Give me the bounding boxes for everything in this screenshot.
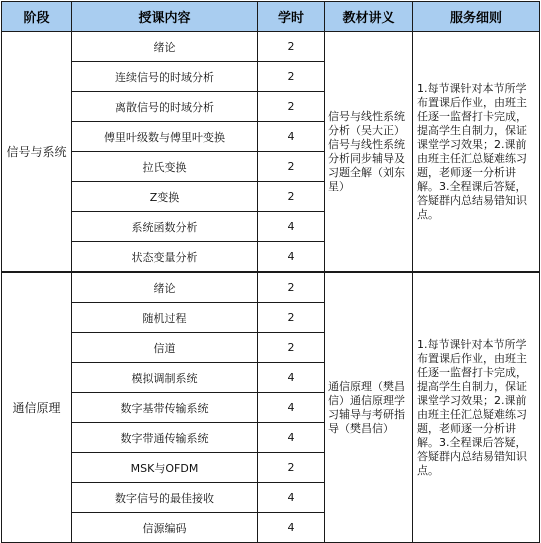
hours-cell: 2 [258,453,325,483]
topic-cell: 拉氏变换 [72,152,258,182]
topic-cell: 信源编码 [72,513,258,543]
service-cell: 1.每节课针对本节所学布置课后作业，由班主任逐一监督打卡完成，提高学生自制力，保证课堂学习效果；2.课前由班主任汇总疑难练习题，老师逐一分析讲解。3.全程课后答疑，答疑群内总结易错知识点。 [413,32,540,273]
topic-cell: 绪论 [72,32,258,62]
hours-cell: 2 [258,152,325,182]
service-cell: 1.每节课针对本节所学布置课后作业，由班主任逐一监督打卡完成，提高学生自制力，保证课堂学习效果；2.课前由班主任汇总疑难练习题，老师逐一分析讲解。3.全程课后答疑，答疑群内总结易错知识点。 [413,272,540,543]
course-table [1,1,540,543]
topic-cell: 连续信号的时域分析 [72,62,258,92]
hours-cell: 4 [258,363,325,393]
hours-cell: 4 [258,242,325,273]
hours-cell: 4 [258,393,325,423]
materials-cell: 信号与线性系统分析（吴大正）信号与线性系统分析同步辅导及习题全解（刘东星） [325,32,413,273]
hours-cell: 4 [258,483,325,513]
hours-cell: 4 [258,423,325,453]
hours-cell: 2 [258,303,325,333]
topic-cell: 信道 [72,333,258,363]
hours-cell: 2 [258,92,325,122]
hours-cell: 2 [258,333,325,363]
hours-cell: 2 [258,32,325,62]
topic-cell: 状态变量分析 [72,242,258,273]
hours-cell: 2 [258,62,325,92]
topic-cell: 数字基带传输系统 [72,393,258,423]
topic-cell: Z变换 [72,182,258,212]
header-materials: 教材讲义 [325,2,413,32]
topic-cell: MSK与OFDM [72,453,258,483]
table-row [2,272,540,303]
topic-cell: 离散信号的时域分析 [72,92,258,122]
header-hours: 学时 [258,2,325,32]
header-service: 服务细则 [413,2,540,32]
topic-cell: 数字带通传输系统 [72,423,258,453]
materials-cell: 通信原理（樊昌信）通信原理学习辅导与考研指导（樊昌信） [325,272,413,543]
hours-cell: 4 [258,513,325,543]
topic-cell: 系统函数分析 [72,212,258,242]
topic-cell: 绪论 [72,272,258,303]
header-stage: 阶段 [2,2,72,32]
hours-cell: 2 [258,272,325,303]
hours-cell: 4 [258,122,325,152]
topic-cell: 傅里叶级数与傅里叶变换 [72,122,258,152]
topic-cell: 模拟调制系统 [72,363,258,393]
stage-cell: 通信原理 [2,272,72,543]
hours-cell: 2 [258,182,325,212]
topic-cell: 随机过程 [72,303,258,333]
header-content: 授课内容 [72,2,258,32]
stage-cell: 信号与系统 [2,32,72,273]
hours-cell: 4 [258,212,325,242]
topic-cell: 数字信号的最佳接收 [72,483,258,513]
header-row [2,2,540,32]
table-row [2,32,540,62]
